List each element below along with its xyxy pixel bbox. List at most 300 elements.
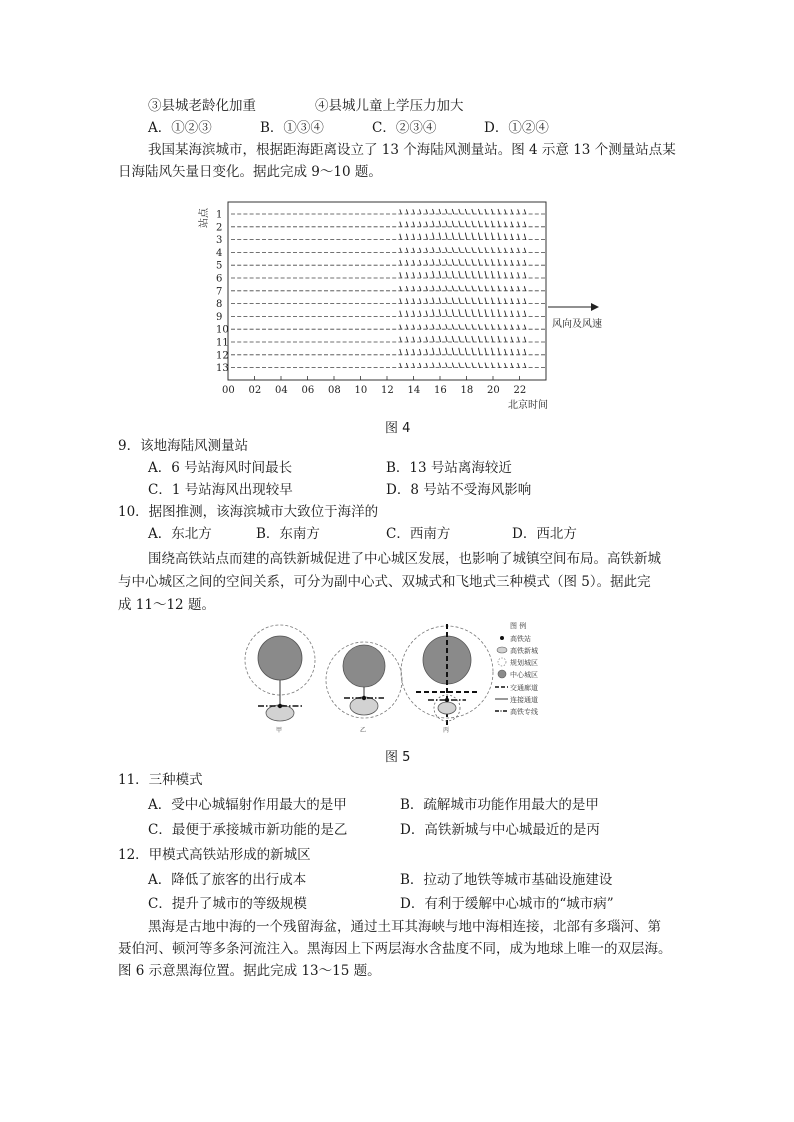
intro-paragraph-2-line-2: 与中心城区之间的空间关系，可分为副中心式、双城式和飞地式三种模式（图 5）。据此完 bbox=[118, 574, 651, 590]
wind-vector bbox=[413, 222, 415, 227]
wind-vector bbox=[485, 363, 487, 368]
wind-vector bbox=[518, 337, 520, 342]
wind-vector bbox=[459, 233, 461, 240]
option-3: ③县城老龄化加重 bbox=[148, 98, 256, 114]
station-label: 10 bbox=[216, 324, 229, 336]
wind-vector bbox=[524, 222, 526, 227]
wind-vector bbox=[439, 259, 441, 265]
wind-vector bbox=[433, 336, 435, 342]
wind-vector bbox=[426, 311, 428, 317]
wind-vector bbox=[419, 298, 421, 303]
x-tick-label: 08 bbox=[328, 385, 341, 396]
wind-vector bbox=[406, 260, 408, 265]
legend-planned-area: 规划城区 bbox=[510, 659, 538, 667]
wind-vector bbox=[505, 234, 507, 240]
q10-option-a: A．东北方 bbox=[148, 526, 212, 542]
wind-vector bbox=[439, 348, 441, 355]
station-label: 2 bbox=[216, 222, 223, 234]
wind-vector bbox=[426, 349, 428, 355]
wind-vector bbox=[419, 325, 421, 330]
wind-vector bbox=[472, 298, 474, 304]
wind-vector bbox=[492, 221, 494, 227]
wind-vector bbox=[472, 247, 474, 252]
wind-vector bbox=[518, 260, 520, 265]
wind-vector bbox=[446, 363, 448, 368]
station-label: 9 bbox=[216, 311, 223, 323]
wind-vector bbox=[400, 222, 402, 227]
wind-vector bbox=[478, 336, 480, 342]
wind-vector bbox=[478, 286, 480, 291]
wind-vector bbox=[518, 311, 520, 317]
x-tick-label: 10 bbox=[354, 385, 368, 396]
wind-vector bbox=[452, 324, 454, 329]
wind-vector bbox=[478, 363, 480, 368]
wind-vector bbox=[478, 247, 480, 252]
station-label: 3 bbox=[216, 235, 223, 247]
wind-vector bbox=[406, 272, 408, 278]
station-label: 8 bbox=[216, 299, 223, 311]
station-label: 1 bbox=[216, 209, 223, 221]
q11-option-d: D．高铁新城与中心城最近的是丙 bbox=[400, 822, 600, 838]
wind-vector bbox=[524, 311, 526, 317]
wind-vector bbox=[465, 233, 467, 240]
x-tick-label: 06 bbox=[301, 385, 315, 396]
wind-vector bbox=[452, 298, 454, 304]
legend-hsr-new-city: 高铁新城 bbox=[510, 647, 538, 655]
wind-vector bbox=[465, 363, 467, 368]
q8-option-c: C．②③④ bbox=[372, 120, 437, 136]
wind-vector bbox=[419, 363, 421, 368]
wind-vector bbox=[439, 286, 441, 291]
wind-vector bbox=[433, 348, 435, 355]
wind-vector bbox=[472, 309, 474, 316]
wind-vector bbox=[406, 337, 408, 342]
wind-vector bbox=[406, 222, 408, 227]
fig4-arrow-label: 风向及风速 bbox=[552, 319, 602, 330]
legend-hsr-station: 高铁站 bbox=[510, 635, 531, 643]
wind-vector bbox=[524, 349, 526, 355]
wind-vector bbox=[511, 363, 513, 368]
q11-option-c: C．最便于承接城市新功能的是乙 bbox=[148, 822, 348, 838]
wind-vector bbox=[498, 233, 500, 240]
wind-vector bbox=[426, 286, 428, 291]
wind-vector bbox=[419, 234, 421, 240]
wind-vector bbox=[433, 363, 435, 368]
wind-vector bbox=[426, 260, 428, 265]
q9-option-c: C．1 号站海风出现较早 bbox=[148, 482, 293, 498]
wind-vector bbox=[446, 221, 448, 227]
wind-vector bbox=[406, 286, 408, 291]
wind-vector bbox=[505, 311, 507, 317]
wind-vector bbox=[439, 298, 441, 304]
wind-vector bbox=[498, 209, 500, 214]
wind-vector bbox=[433, 259, 435, 265]
wind-vector bbox=[472, 348, 474, 355]
wind-vector bbox=[400, 260, 402, 265]
wind-vector bbox=[478, 233, 480, 240]
wind-vector bbox=[452, 309, 454, 316]
wind-vector bbox=[505, 260, 507, 265]
wind-vector bbox=[492, 247, 494, 252]
q9-option-a: A．6 号站海风时间最长 bbox=[148, 460, 293, 476]
wind-vector bbox=[492, 348, 494, 355]
wind-vector bbox=[433, 209, 435, 214]
wind-vector bbox=[459, 247, 461, 252]
wind-vector bbox=[465, 336, 467, 342]
wind-vector bbox=[413, 286, 415, 291]
wind-vector bbox=[426, 209, 428, 214]
fig5-legend bbox=[495, 621, 538, 716]
wind-vector bbox=[426, 298, 428, 303]
wind-vector bbox=[485, 298, 487, 304]
wind-vector bbox=[419, 222, 421, 227]
wind-vector bbox=[498, 324, 500, 329]
intro-paragraph-3-line-3: 图 6 示意黑海位置。据此完成 13～15 题。 bbox=[118, 963, 381, 979]
wind-vector bbox=[511, 209, 513, 214]
wind-vector bbox=[452, 348, 454, 355]
wind-vector bbox=[446, 298, 448, 304]
station-label: 11 bbox=[216, 337, 229, 349]
q8-option-b: B．①③④ bbox=[260, 120, 324, 136]
wind-vector bbox=[452, 271, 454, 278]
wind-vector bbox=[426, 325, 428, 330]
wind-vector bbox=[485, 286, 487, 291]
wind-vector bbox=[505, 337, 507, 342]
wind-vector bbox=[433, 271, 435, 278]
wind-vector bbox=[400, 363, 402, 368]
wind-vector bbox=[518, 222, 520, 227]
q12-option-d: D．有利于缓解中心城市的“城市病” bbox=[400, 896, 614, 912]
wind-vector bbox=[511, 248, 513, 253]
station-label: 7 bbox=[216, 286, 223, 298]
station-label: 6 bbox=[216, 273, 223, 285]
option-4: ④县城儿童上学压力加大 bbox=[315, 98, 464, 114]
wind-vector bbox=[492, 259, 494, 265]
wind-vector bbox=[465, 209, 467, 214]
mode-jia bbox=[245, 625, 315, 734]
wind-vector bbox=[524, 298, 526, 303]
wind-vector bbox=[518, 363, 520, 368]
wind-vector bbox=[472, 324, 474, 329]
wind-vector bbox=[511, 260, 513, 265]
wind-vector bbox=[492, 209, 494, 214]
q10-option-d: D．西北方 bbox=[512, 526, 577, 542]
wind-vector bbox=[511, 286, 513, 291]
intro-paragraph-3-line-2: 聂伯河、顿河等多条河流注入。黑海因上下两层海水含盐度不同，成为地球上唯一的双层海。 bbox=[118, 941, 672, 957]
intro-paragraph-2-line-3: 成 11～12 题。 bbox=[118, 597, 215, 613]
wind-vector bbox=[400, 286, 402, 291]
wind-vector bbox=[505, 349, 507, 355]
wind-vector bbox=[400, 349, 402, 355]
x-tick-label: 12 bbox=[381, 385, 394, 396]
wind-vector bbox=[465, 271, 467, 278]
wind-vector bbox=[413, 363, 415, 368]
wind-vector bbox=[505, 222, 507, 227]
wind-vector bbox=[439, 363, 441, 368]
wind-vector bbox=[446, 209, 448, 214]
wind-vector bbox=[439, 233, 441, 240]
station-label: 4 bbox=[216, 247, 223, 259]
wind-vector bbox=[419, 248, 421, 253]
wind-vector bbox=[439, 221, 441, 227]
wind-vector bbox=[419, 209, 421, 214]
wind-vector bbox=[400, 209, 402, 214]
legend-central-area: 中心城区 bbox=[510, 671, 538, 679]
station-label: 12 bbox=[216, 350, 229, 362]
wind-vector bbox=[492, 286, 494, 291]
wind-vector bbox=[472, 363, 474, 368]
wind-vector bbox=[465, 348, 467, 355]
wind-vector bbox=[452, 286, 454, 291]
intro-paragraph-1-line-2: 日海陆风矢量日变化。据此完成 9～10 题。 bbox=[118, 164, 382, 180]
wind-vector bbox=[439, 209, 441, 214]
wind-vector bbox=[439, 309, 441, 316]
wind-vector bbox=[518, 325, 520, 330]
wind-vector bbox=[433, 298, 435, 304]
wind-vector bbox=[524, 209, 526, 214]
figure-5-spatial-modes-diagram bbox=[240, 620, 540, 740]
wind-vector bbox=[426, 234, 428, 240]
wind-vector bbox=[446, 348, 448, 355]
x-tick-label: 18 bbox=[460, 385, 474, 396]
wind-vector bbox=[459, 271, 461, 278]
wind-vector bbox=[498, 348, 500, 355]
wind-vector bbox=[505, 325, 507, 330]
wind-vector bbox=[518, 248, 520, 253]
station-label: 13 bbox=[216, 363, 229, 375]
wind-vector bbox=[413, 209, 415, 214]
wind-vector bbox=[406, 234, 408, 240]
wind-vector bbox=[478, 348, 480, 355]
wind-vector bbox=[446, 324, 448, 329]
wind-vector bbox=[459, 324, 461, 329]
wind-vector bbox=[413, 234, 415, 240]
wind-vector bbox=[492, 309, 494, 316]
wind-vector bbox=[478, 324, 480, 329]
wind-vector bbox=[478, 221, 480, 227]
intro-paragraph-3-line-1: 黑海是古地中海的一个残留海盆，通过土耳其海峡与地中海相连接，北部有多瑙河、第 bbox=[148, 919, 661, 935]
wind-vector bbox=[498, 259, 500, 265]
wind-vector bbox=[485, 233, 487, 240]
wind-vector bbox=[524, 248, 526, 253]
x-tick-label: 00 bbox=[222, 385, 235, 396]
wind-vector bbox=[413, 272, 415, 278]
wind-vector bbox=[452, 233, 454, 240]
wind-vector bbox=[419, 337, 421, 342]
q11-option-a: A．受中心城辐射作用最大的是甲 bbox=[148, 797, 347, 813]
wind-vector bbox=[426, 363, 428, 368]
wind-vector bbox=[524, 234, 526, 240]
wind-vector bbox=[524, 337, 526, 342]
wind-vector bbox=[426, 272, 428, 278]
mode-bing bbox=[401, 624, 493, 734]
wind-vector bbox=[524, 260, 526, 265]
wind-vector bbox=[400, 337, 402, 342]
wind-vector bbox=[498, 309, 500, 316]
wind-vector bbox=[446, 247, 448, 252]
intro-paragraph-1-line-1: 我国某海滨城市，根据距海距离设立了 13 个海陆风测量站。图 4 示意 13 个测量站点某 bbox=[148, 142, 676, 158]
wind-vector bbox=[400, 248, 402, 253]
x-tick-label: 20 bbox=[487, 385, 500, 396]
q11-option-b: B．疏解城市功能作用最大的是甲 bbox=[400, 797, 599, 813]
wind-vector bbox=[406, 363, 408, 368]
wind-vector bbox=[419, 272, 421, 278]
wind-vector bbox=[511, 349, 513, 355]
wind-vector bbox=[459, 298, 461, 304]
wind-vector bbox=[433, 324, 435, 329]
wind-vector bbox=[439, 336, 441, 342]
wind-vector bbox=[446, 271, 448, 278]
wind-vector bbox=[472, 209, 474, 214]
wind-vector bbox=[446, 336, 448, 342]
wind-vector bbox=[419, 311, 421, 317]
q8-option-d: D．①②④ bbox=[484, 120, 549, 136]
wind-vector bbox=[478, 271, 480, 278]
q10-stem: 10．据图推测，该海滨城市大致位于海洋的 bbox=[118, 504, 379, 520]
legend-traffic-corridor: 交通廊道 bbox=[510, 684, 538, 692]
wind-vector bbox=[446, 286, 448, 291]
fig4-xlabel: 北京时间 bbox=[508, 400, 548, 411]
wind-vector bbox=[472, 259, 474, 265]
wind-vector bbox=[426, 248, 428, 253]
wind-vector bbox=[465, 298, 467, 304]
wind-vector bbox=[465, 247, 467, 252]
wind-vector bbox=[465, 309, 467, 316]
wind-vector bbox=[485, 221, 487, 227]
x-tick-label: 16 bbox=[434, 385, 447, 396]
wind-vector bbox=[485, 259, 487, 265]
wind-vector bbox=[439, 324, 441, 329]
wind-vector bbox=[518, 234, 520, 240]
wind-vector bbox=[492, 298, 494, 304]
wind-vector bbox=[518, 272, 520, 278]
wind-vector bbox=[433, 247, 435, 252]
wind-vector bbox=[400, 234, 402, 240]
wind-vector bbox=[492, 233, 494, 240]
wind-vector bbox=[511, 337, 513, 342]
wind-vector bbox=[465, 324, 467, 329]
wind-vector bbox=[459, 309, 461, 316]
wind-vector bbox=[485, 209, 487, 214]
wind-vector bbox=[498, 336, 500, 342]
figure-4-wind-vector-chart bbox=[195, 196, 615, 414]
x-tick-label: 04 bbox=[275, 385, 288, 396]
q12-option-b: B．拉动了地铁等城市基础设施建设 bbox=[400, 872, 613, 888]
wind-vector bbox=[511, 222, 513, 227]
wind-vector bbox=[452, 336, 454, 342]
wind-vector bbox=[492, 336, 494, 342]
station-label: 5 bbox=[216, 260, 223, 272]
wind-vector bbox=[433, 221, 435, 227]
wind-vector bbox=[485, 271, 487, 278]
wind-vector bbox=[524, 286, 526, 291]
q12-option-a: A．降低了旅客的出行成本 bbox=[148, 872, 307, 888]
wind-vector bbox=[413, 311, 415, 317]
q12-option-c: C．提升了城市的等级规模 bbox=[148, 896, 307, 912]
q10-option-b: B．东南方 bbox=[256, 526, 320, 542]
wind-vector bbox=[413, 260, 415, 265]
wind-vector bbox=[400, 298, 402, 303]
wind-vector bbox=[518, 286, 520, 291]
wind-vector bbox=[426, 222, 428, 227]
wind-vector bbox=[459, 259, 461, 265]
wind-vector bbox=[485, 324, 487, 329]
wind-vector bbox=[511, 311, 513, 317]
wind-vector bbox=[433, 309, 435, 316]
wind-vector bbox=[400, 272, 402, 278]
wind-vector bbox=[485, 309, 487, 316]
wind-vector bbox=[452, 259, 454, 265]
wind-vector bbox=[413, 248, 415, 253]
q9-option-b: B．13 号站离海较近 bbox=[386, 460, 512, 476]
wind-vector bbox=[465, 259, 467, 265]
wind-vector bbox=[452, 363, 454, 368]
q9-stem: 9．该地海陆风测量站 bbox=[118, 438, 249, 454]
wind-vector bbox=[492, 324, 494, 329]
wind-vector bbox=[498, 271, 500, 278]
wind-vector bbox=[459, 209, 461, 214]
wind-vector bbox=[505, 272, 507, 278]
figure-5-caption: 图 5 bbox=[385, 750, 411, 765]
wind-vector bbox=[511, 234, 513, 240]
wind-vector bbox=[511, 325, 513, 330]
mode-yi bbox=[326, 642, 402, 734]
wind-vector bbox=[524, 272, 526, 278]
mode-label-bing: 丙 bbox=[443, 727, 450, 734]
wind-vector bbox=[472, 336, 474, 342]
wind-vector bbox=[518, 209, 520, 214]
wind-vector bbox=[433, 233, 435, 240]
q8-option-a: A．①②③ bbox=[148, 120, 212, 136]
wind-vector bbox=[511, 272, 513, 278]
wind-vector bbox=[498, 286, 500, 291]
wind-vector bbox=[433, 286, 435, 291]
wind-vector bbox=[478, 309, 480, 316]
wind-vector bbox=[505, 298, 507, 303]
wind-vector bbox=[406, 311, 408, 317]
wind-vector bbox=[400, 325, 402, 330]
wind-vector bbox=[459, 336, 461, 342]
wind-vector bbox=[505, 286, 507, 291]
wind-vector bbox=[518, 349, 520, 355]
x-tick-label: 22 bbox=[513, 385, 527, 396]
wind-vector bbox=[472, 233, 474, 240]
wind-vector bbox=[498, 221, 500, 227]
x-tick-label: 02 bbox=[248, 385, 262, 396]
wind-vector bbox=[465, 286, 467, 291]
wind-vector bbox=[452, 247, 454, 252]
wind-vector bbox=[413, 325, 415, 330]
legend-hsr-line: 高铁专线 bbox=[510, 708, 538, 716]
wind-vector bbox=[459, 221, 461, 227]
q12-stem: 12．甲模式高铁站形成的新城区 bbox=[118, 847, 311, 863]
wind-vector bbox=[459, 363, 461, 368]
wind-vector bbox=[478, 298, 480, 304]
q9-option-d: D．8 号站不受海风影响 bbox=[386, 482, 532, 498]
wind-vector bbox=[419, 286, 421, 291]
wind-vector bbox=[406, 248, 408, 253]
fig4-ylabel: 站点 bbox=[199, 208, 210, 228]
wind-vector bbox=[400, 311, 402, 317]
wind-vector bbox=[472, 286, 474, 291]
wind-vector bbox=[413, 337, 415, 342]
wind-vector bbox=[498, 247, 500, 252]
wind-vector bbox=[472, 271, 474, 278]
wind-vector bbox=[511, 298, 513, 303]
wind-vector bbox=[419, 349, 421, 355]
wind-vector bbox=[446, 309, 448, 316]
legend-title: 图 例 bbox=[510, 622, 527, 630]
